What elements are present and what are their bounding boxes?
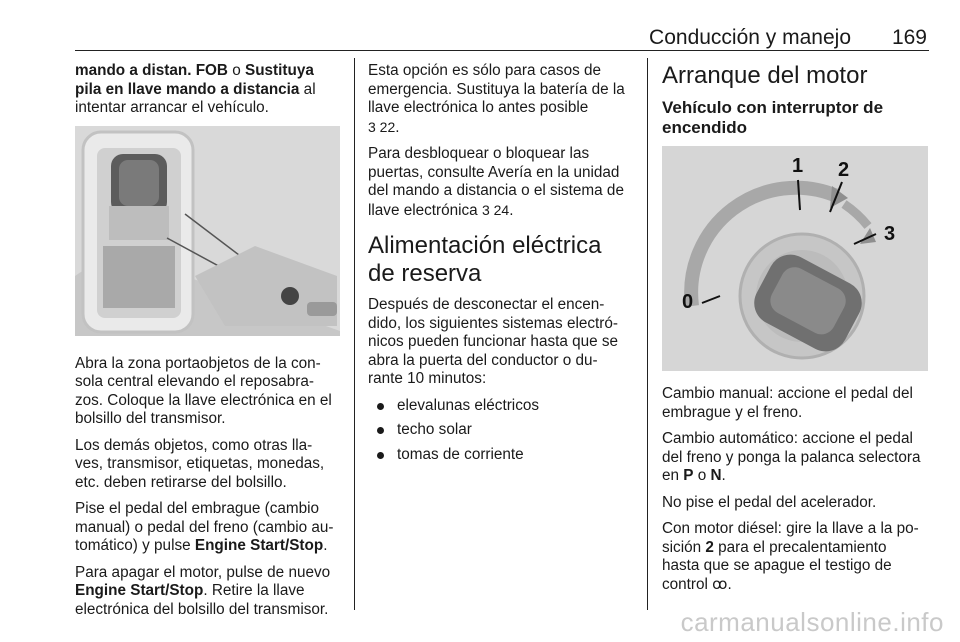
column-3 bbox=[662, 62, 928, 602]
diagram-label-3: 3 bbox=[884, 223, 896, 245]
section-heading: Arranque del motor bbox=[662, 62, 868, 89]
list-item: elevalunas eléctricos bbox=[368, 397, 633, 416]
text: . bbox=[727, 575, 732, 593]
paragraph bbox=[368, 145, 633, 220]
paragraph: No pise el pedal del acelerador. bbox=[662, 493, 877, 511]
text: o bbox=[693, 467, 711, 484]
list-item: techo solar bbox=[368, 421, 633, 440]
paragraph bbox=[662, 520, 928, 594]
text: Para apagar el motor, pulse de nuevo bbox=[75, 563, 331, 581]
diagram-label-1: 1 bbox=[792, 155, 804, 177]
page-number: 169 bbox=[891, 26, 927, 49]
bold-term: N bbox=[710, 467, 722, 484]
column-divider bbox=[647, 58, 648, 610]
list-item: tomas de corriente bbox=[368, 446, 633, 465]
paragraph: Abra la zona portaobjetos de la con- sola central elevando el reposabra- zos. Coloque la llave electrónica en el bolsillo del transmisor. bbox=[75, 354, 332, 427]
diagram-label-2: 2 bbox=[838, 159, 850, 181]
text: para el precalentamiento hasta que se apague el testigo de control bbox=[662, 538, 892, 593]
paragraph bbox=[75, 500, 340, 556]
text: Con motor diésel: gire la llave a la po- sición bbox=[662, 520, 919, 556]
page-header bbox=[75, 26, 929, 51]
text: o bbox=[227, 62, 245, 79]
paragraph bbox=[368, 62, 633, 137]
page-reference[interactable]: 3 22 bbox=[368, 118, 396, 135]
column-1 bbox=[75, 62, 340, 627]
text: Esta opción es sólo para casos de emergencia. Sustituya la batería de la llave electrónica lo antes posible bbox=[368, 62, 625, 116]
text: . bbox=[395, 118, 400, 136]
bullet-list bbox=[368, 397, 633, 465]
subsection-heading: Vehículo con interruptor de encendido bbox=[662, 98, 884, 137]
text: . bbox=[721, 467, 726, 484]
glow-plug-icon: ꝏ bbox=[712, 575, 728, 593]
text: Pise el pedal del embrague (cambio manual) o pedal del freno (cambio au- tomático) y pulse bbox=[75, 500, 334, 554]
paragraph bbox=[75, 564, 340, 620]
column-divider bbox=[354, 58, 355, 610]
text: Para desbloquear o bloquear las puertas, consulte Avería en la unidad del mando a distancia o el sistema de llave electrónica bbox=[368, 145, 624, 219]
column-2 bbox=[368, 62, 633, 470]
bold-term: mando a distan. FOB bbox=[75, 62, 228, 79]
ignition-diagram bbox=[662, 146, 928, 371]
text: . bbox=[509, 201, 514, 219]
paragraph: Cambio manual: accione el pedal del embrague y el freno. bbox=[662, 385, 913, 421]
bold-term: 2 bbox=[705, 538, 714, 556]
text: . bbox=[323, 537, 328, 554]
diagram-label-0: 0 bbox=[682, 291, 694, 313]
bold-term: Sustituya pila en llave mando a distancia bbox=[75, 62, 314, 98]
bold-term: Engine Start/Stop bbox=[194, 537, 324, 554]
intro-paragraph bbox=[75, 62, 340, 118]
console-key-pocket-photo bbox=[75, 126, 340, 336]
paragraph: Después de desconectar el encen- dido, los siguientes sistemas electró- nicos pueden funcionar hasta que se abra la puerta del conductor o du- rante 10 minutos: bbox=[368, 296, 619, 387]
watermark: carmanualsonline.info bbox=[680, 607, 944, 637]
page-reference[interactable]: 3 24 bbox=[481, 201, 510, 218]
section-title: Conducción y manejo bbox=[649, 26, 851, 49]
text: Cambio automático: accione el pedal del freno y ponga la palanca selectora en bbox=[662, 430, 921, 484]
bold-term: Engine Start/Stop bbox=[75, 582, 204, 599]
paragraph bbox=[662, 430, 928, 486]
console-photo-illustration bbox=[75, 126, 340, 336]
text: al intentar arrancar el vehículo. bbox=[75, 80, 316, 116]
ignition-switch-illustration bbox=[662, 146, 928, 371]
paragraph: Los demás objetos, como otras lla- ves, transmisor, etiquetas, monedas, etc. deben retirarse del bolsillo. bbox=[75, 436, 325, 491]
section-heading: Alimentación eléctrica de reserva bbox=[368, 232, 602, 287]
bold-term: P bbox=[683, 467, 694, 484]
text: . Retire la llave electrónica del bolsillo del transmisor. bbox=[75, 582, 329, 618]
